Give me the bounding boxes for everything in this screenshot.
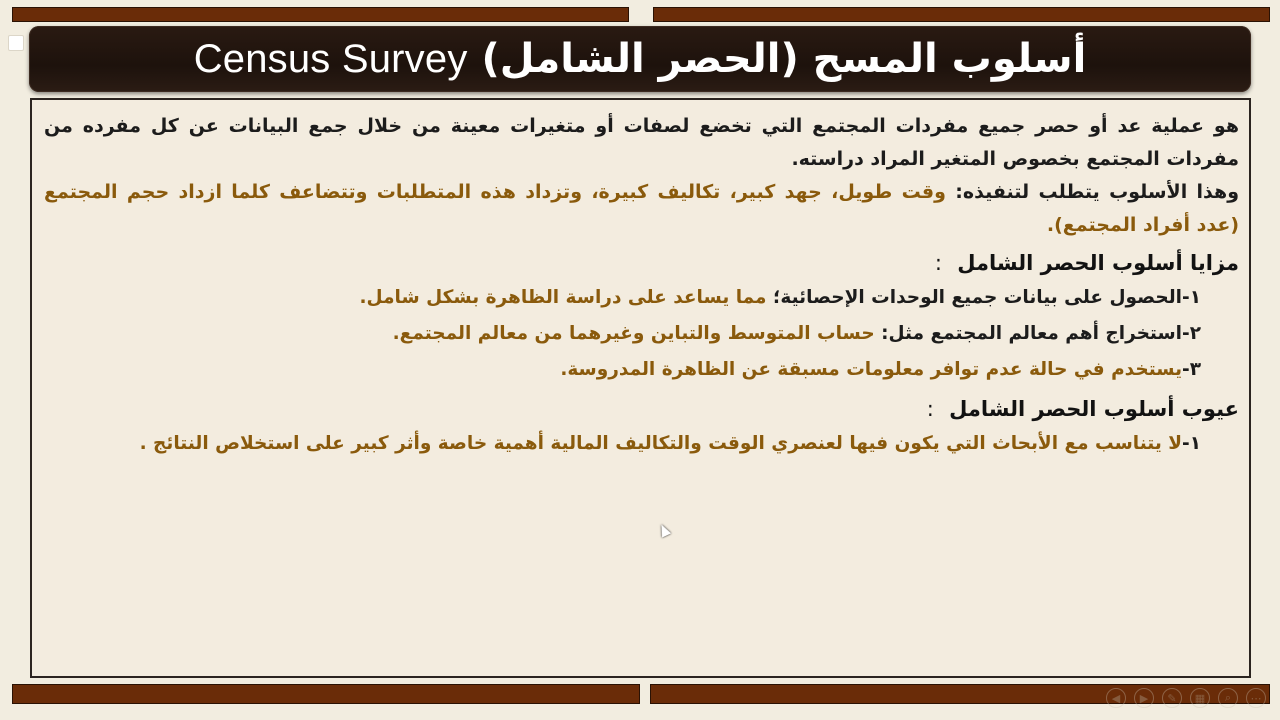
top-right-stripe — [653, 7, 1270, 22]
disadvantages-heading-text: عيوب أسلوب الحصر الشامل — [949, 397, 1239, 421]
item-lead: استخراج أهم معالم المجتمع مثل: — [881, 323, 1183, 344]
item-lead: الحصول على بيانات جميع الوحدات الإحصائية؛ — [772, 287, 1183, 308]
item-number: ١- — [1182, 287, 1201, 308]
item-number: ٢- — [1182, 323, 1201, 344]
advantages-heading — [44, 246, 1239, 280]
corner-checkbox-icon — [8, 35, 24, 51]
slides-grid-icon[interactable]: ▦ — [1190, 688, 1210, 708]
advantage-item-1 — [44, 280, 1201, 316]
slideshow-toolbar — [1106, 688, 1266, 712]
prev-slide-icon[interactable]: ◀ — [1106, 688, 1126, 708]
disadvantages-heading — [44, 392, 1239, 426]
definition-paragraph: هو عملية عد أو حصر جميع مفردات المجتمع التي تخضع لصفات أو متغيرات معينة من خلال جمع البيانات عن كل مفرده من مفردات المجتمع بخصوص المتغير المراد دراسته. — [44, 115, 1239, 170]
title-arabic: أسلوب المسح (الحصر الشامل) — [481, 36, 1087, 82]
pen-icon[interactable]: ✎ — [1162, 688, 1182, 708]
advantages-heading-text: مزايا أسلوب الحصر الشامل — [957, 251, 1239, 275]
item-number: ١- — [1182, 433, 1201, 454]
advantage-item-3 — [44, 352, 1201, 388]
title-bar — [29, 26, 1251, 92]
zoom-icon[interactable]: ⌕ — [1218, 688, 1238, 708]
content-box — [30, 98, 1251, 678]
title-english: Census Survey — [193, 37, 468, 81]
item-detail: لا يتناسب مع الأبحاث التي يكون فيها لعنصري الوقت والتكاليف المالية أهمية خاصة وأثر كبير على استخلاص النتائج . — [139, 433, 1183, 454]
item-detail: مما يساعد على دراسة الظاهرة بشكل شامل. — [359, 287, 767, 308]
item-detail: حساب المتوسط والتباين وغيرهما من معالم المجتمع. — [392, 323, 875, 344]
top-left-stripe — [12, 7, 629, 22]
disadvantages-heading-colon: : — [926, 397, 934, 421]
next-slide-icon[interactable]: ▶ — [1134, 688, 1154, 708]
more-options-icon[interactable]: ⋯ — [1246, 688, 1266, 708]
bottom-left-stripe — [12, 684, 640, 704]
requirements-detail: وقت طويل، جهد كبير، تكاليف كبيرة، وتزداد هذه المتطلبات وتتضاعف كلما ازداد حجم المجتمع (عدد أفراد المجتمع). — [44, 181, 1239, 236]
requirements-paragraph — [44, 176, 1239, 242]
advantages-heading-colon: : — [934, 251, 942, 275]
item-number: ٣- — [1182, 359, 1201, 380]
requirements-lead: وهذا الأسلوب يتطلب لتنفيذه: — [955, 181, 1240, 203]
slide-title — [194, 36, 1087, 82]
item-detail: يستخدم في حالة عدم توافر معلومات مسبقة عن الظاهرة المدروسة. — [560, 359, 1183, 380]
disadvantage-item-1 — [44, 426, 1201, 462]
slide-content — [32, 100, 1249, 462]
advantage-item-2 — [44, 316, 1201, 352]
